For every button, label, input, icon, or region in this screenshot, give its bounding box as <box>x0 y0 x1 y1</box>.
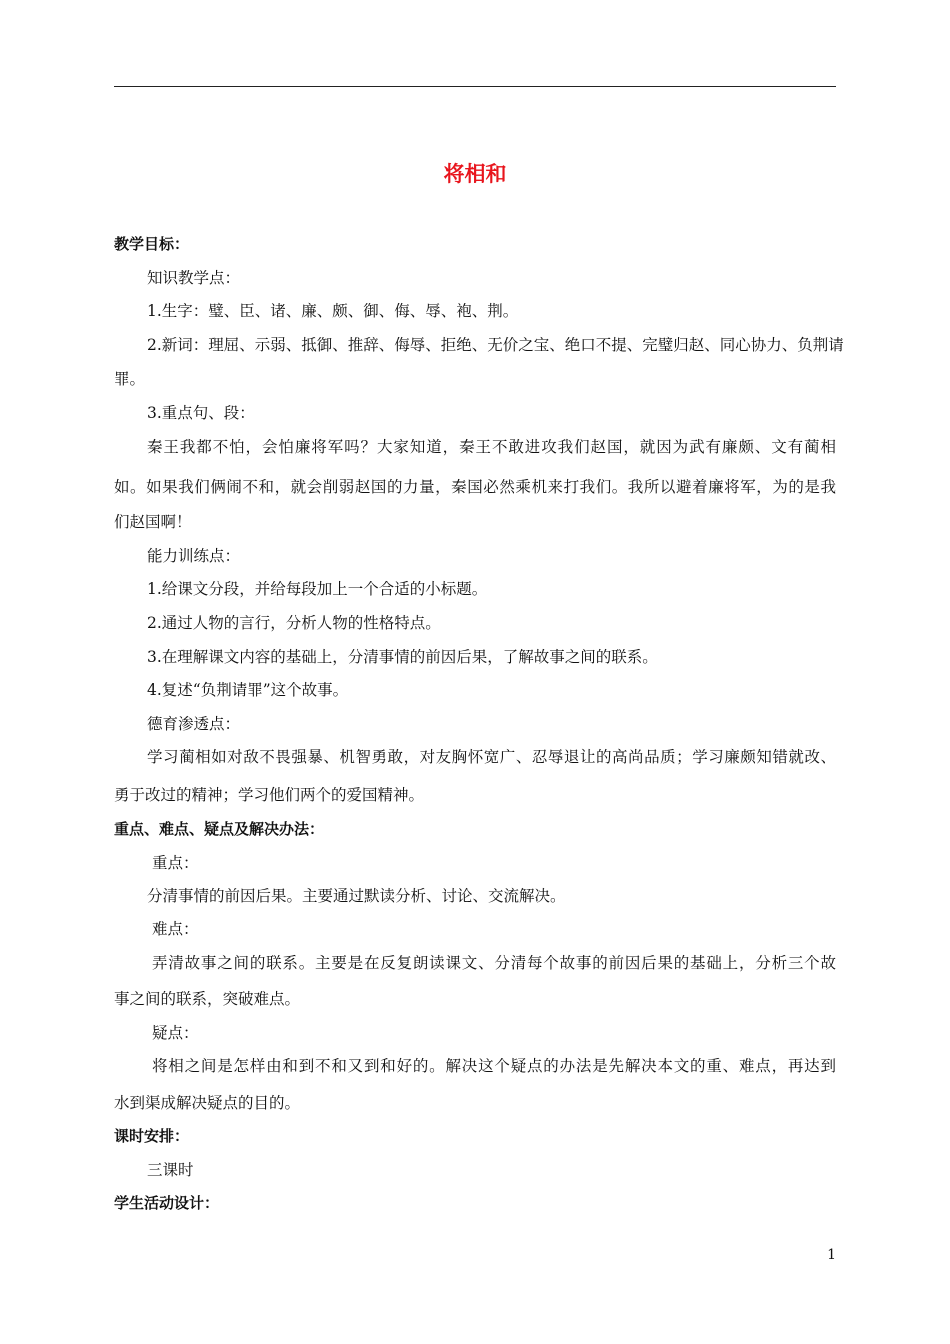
moral-text: 学习蔺相如对敌不畏强暴、机智勇敢，对友胸怀宽广、忍辱退让的高尚品质；学习廉颇知错就改、 <box>147 748 836 766</box>
schedule-text: 三课时 <box>147 1161 194 1179</box>
document-title: 将相和 <box>443 162 507 186</box>
knowledge-item-2: 2.新词：理屈、示弱、抵御、推辞、侮辱、拒绝、无价之宝、绝口不提、完璧归赵、同心协力、负荆请 <box>147 336 844 354</box>
doubt-text-cont: 水到渠成解决疑点的目的。 <box>114 1094 301 1112</box>
ability-item-1: 1.给课文分段，并给每段加上一个合适的小标题。 <box>147 580 488 598</box>
difficulty-label: 难点： <box>152 920 199 938</box>
focus-label: 重点： <box>152 854 199 872</box>
key-points-heading: 重点、难点、疑点及解决办法： <box>114 820 325 838</box>
focus-text: 分清事情的前因后果。主要通过默读分析、讨论、交流解决。 <box>147 887 566 905</box>
knowledge-item-3: 3.重点句、段： <box>147 404 255 422</box>
page-number: 1 <box>827 1247 836 1263</box>
goals-heading: 教学目标： <box>114 235 190 253</box>
ability-item-2: 2.通过人物的言行，分析人物的性格特点。 <box>147 614 441 632</box>
header-rule <box>114 86 836 87</box>
key-quote-cont: 如。如果我们俩闹不和，就会削弱赵国的力量，秦国必然乘机来打我们。我所以避着廉将军，为的是我 <box>114 478 836 496</box>
knowledge-item-2-cont: 罪。 <box>114 370 146 388</box>
moral-label: 德育渗透点： <box>147 715 241 733</box>
key-quote-end: 们赵国啊！ <box>114 513 192 531</box>
ability-item-4: 4.复述“负荆请罪”这个故事。 <box>147 681 349 699</box>
difficulty-text: 弄清故事之间的联系。主要是在反复朗读课文、分清每个故事的前因后果的基础上，分析三个故 <box>152 954 836 972</box>
difficulty-text-cont: 事之间的联系，突破难点。 <box>114 990 301 1008</box>
doubt-label: 疑点： <box>152 1024 199 1042</box>
knowledge-label: 知识教学点： <box>147 269 241 287</box>
moral-text-cont: 勇于改过的精神；学习他们两个的爱国精神。 <box>114 786 425 804</box>
key-quote: 秦王我都不怕，会怕廉将军吗？大家知道，秦王不敢进攻我们赵国，就因为武有廉颇、文有蔺相 <box>147 438 836 456</box>
ability-label: 能力训练点： <box>147 547 241 565</box>
activity-heading: 学生活动设计： <box>114 1194 220 1212</box>
ability-item-3: 3.在理解课文内容的基础上，分清事情的前因后果，了解故事之间的联系。 <box>147 648 658 666</box>
doubt-text: 将相之间是怎样由和到不和又到和好的。解决这个疑点的办法是先解决本文的重、难点，再达到 <box>152 1057 836 1075</box>
schedule-heading: 课时安排： <box>114 1127 190 1145</box>
knowledge-item-1: 1.生字：璧、臣、诸、廉、颇、御、侮、辱、袍、荆。 <box>147 302 519 320</box>
